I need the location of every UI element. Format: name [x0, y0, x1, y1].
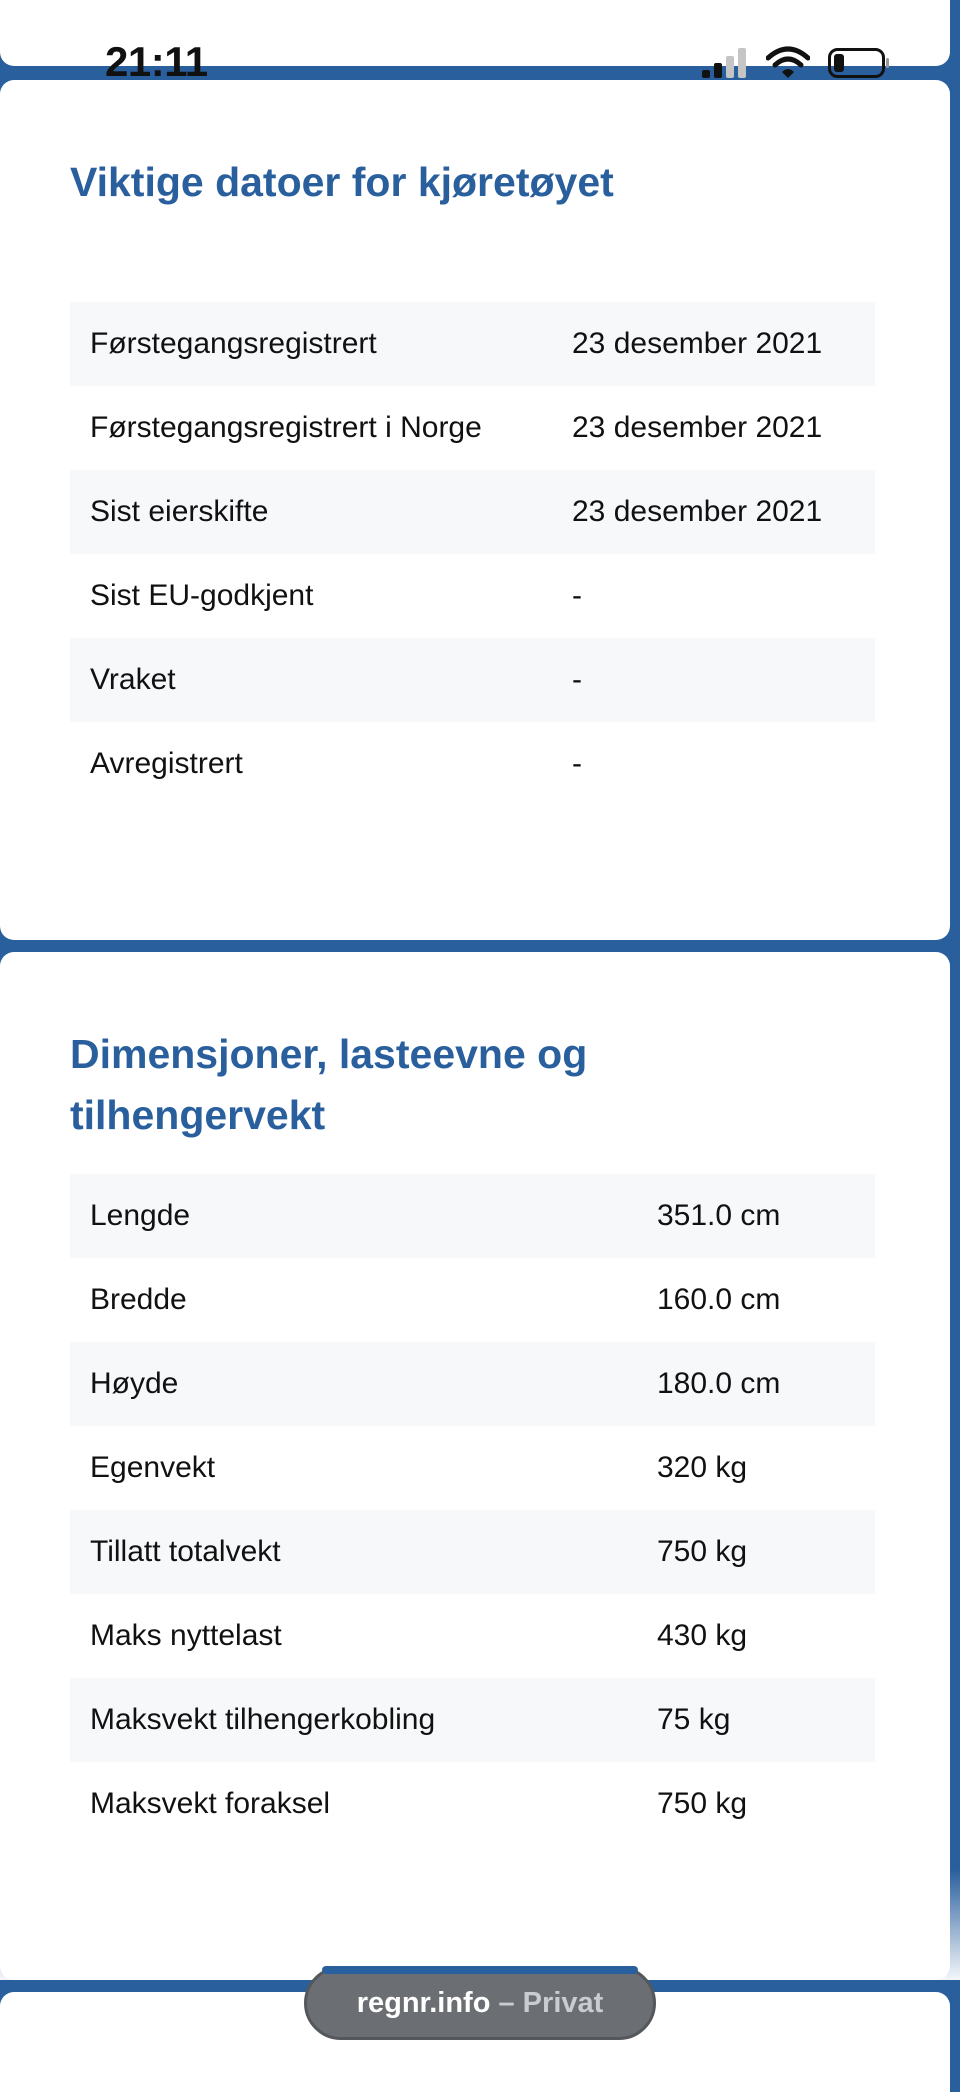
important-dates-card: [0, 80, 950, 940]
page-load-indicator: [322, 1966, 638, 1974]
table-row: [70, 1342, 875, 1426]
row-label: Vraket: [90, 663, 176, 696]
table-row: [70, 1510, 875, 1594]
table-row: [70, 302, 875, 386]
row-label: Avregistrert: [90, 747, 243, 780]
wifi-icon: [766, 46, 810, 80]
table-row: [70, 722, 875, 806]
row-value: 430 kg: [657, 1619, 748, 1652]
row-value: 23 desember 2021: [572, 495, 823, 528]
table-row: [70, 638, 875, 722]
address-domain: regnr.info: [356, 1987, 491, 2019]
row-label: Maks nyttelast: [90, 1619, 282, 1652]
row-label: Maksvekt tilhengerkobling: [90, 1703, 436, 1736]
row-value: -: [572, 747, 582, 780]
row-value: 320 kg: [657, 1451, 748, 1484]
row-value: 750 kg: [657, 1787, 748, 1820]
row-label: Egenvekt: [90, 1451, 216, 1484]
status-time: 21:11: [105, 38, 208, 85]
table-row: [70, 1678, 875, 1762]
table-row: [70, 1258, 875, 1342]
row-value: 351.0 cm: [657, 1199, 781, 1232]
address-bar-pill[interactable]: [304, 1966, 656, 2040]
row-value: 23 desember 2021: [572, 327, 823, 360]
table-row: [70, 554, 875, 638]
row-label: Sist EU-godkjent: [90, 579, 314, 612]
row-label: Tillatt totalvekt: [90, 1535, 281, 1568]
row-label: Maksvekt foraksel: [90, 1787, 331, 1820]
row-value: -: [572, 663, 582, 696]
table-row: [70, 1426, 875, 1510]
battery-low-icon: [828, 48, 890, 78]
important-dates-title: Viktige datoer for kjøretøyet: [70, 159, 614, 205]
important-dates-table: [70, 302, 875, 806]
row-label: Førstegangsregistrert: [90, 327, 377, 360]
row-value: 160.0 cm: [657, 1283, 781, 1316]
table-row: [70, 1594, 875, 1678]
status-bar: [0, 0, 960, 90]
dimensions-table: [70, 1174, 875, 1846]
table-row: [70, 386, 875, 470]
dimensions-title: Dimensjoner, lasteevne og tilhengervekt: [70, 1031, 588, 1138]
table-row: [70, 1762, 875, 1846]
row-value: 23 desember 2021: [572, 411, 823, 444]
row-value: 750 kg: [657, 1535, 748, 1568]
row-label: Bredde: [90, 1283, 187, 1316]
cellular-signal-icon: [702, 48, 750, 78]
row-value: 180.0 cm: [657, 1367, 781, 1400]
row-label: Lengde: [90, 1199, 191, 1232]
table-row: [70, 470, 875, 554]
table-row: [70, 1174, 875, 1258]
row-label: Høyde: [90, 1367, 179, 1400]
row-value: 75 kg: [657, 1703, 731, 1736]
row-label: Sist eierskifte: [90, 495, 269, 528]
dimensions-card: [0, 952, 950, 1980]
private-mode-label: – Privat: [498, 1987, 604, 2019]
row-label: Førstegangsregistrert i Norge: [90, 411, 482, 444]
row-value: -: [572, 579, 582, 612]
